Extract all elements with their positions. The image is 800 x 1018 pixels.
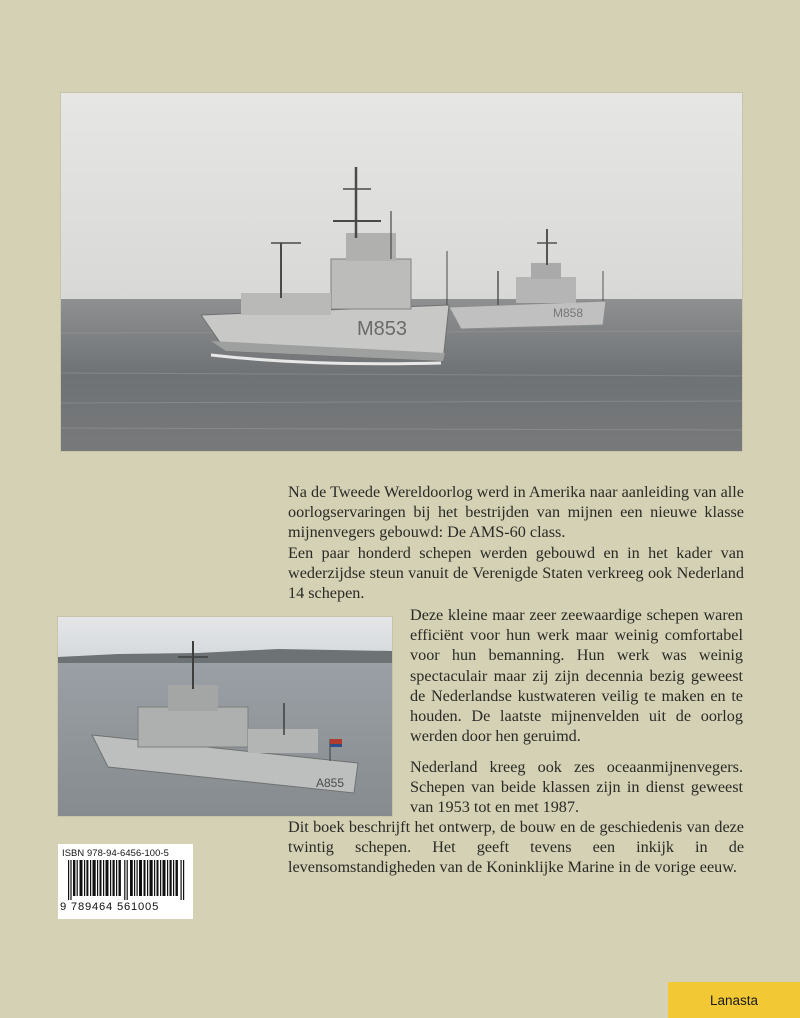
publisher-logo [668, 982, 800, 1018]
hull-number-coast: A855 [316, 776, 345, 790]
isbn-barcode [58, 844, 193, 919]
book-summary-paragraph: Dit boek beschrijft het ontwerp, de bouw en de geschiedenis van deze twintig schepen. Het geeft tevens een inkijk in de levensomstandigheden van de Koninklijke Marine in de vorige eeuw. [288, 818, 744, 877]
isbn-label: ISBN 978-94-6456-100-5 [62, 847, 169, 858]
intro-paragraph-1: Na de Tweede Wereldoorlog werd in Amerika naar aanleiding van alle oorlogservaringen bij het bestrijden van mijnen een nieuwe klasse mijnenvegers gebouwd: De AMS-60 class. [288, 483, 744, 542]
publisher-name: Lanasta [709, 992, 759, 1008]
hull-number-near: M853 [357, 318, 408, 340]
ocean-minesweepers-paragraph: Nederland kreeg ook zes oceaanmijnenvegers. Schepen van beide klassen zijn in dienst geweest van 1953 tot en met 1987. [410, 758, 743, 817]
intro-paragraph-2: Een paar honderd schepen werden gebouwd en in het kader van wederzijdse steun vanuit de Verenigde Staten verkreeg ook Nederland 14 schepen. [288, 543, 744, 603]
intro-text [288, 482, 744, 603]
barcode-icon [68, 860, 186, 900]
barcode-digits: 9 789464 561005 [60, 901, 160, 913]
photo-minesweeper-near-coast [58, 617, 392, 816]
hull-number-far: M858 [553, 306, 584, 320]
description-paragraph: Deze kleine maar zeer zeewaardige schepen waren efficiënt voor hun werk maar weinig comfortabel voor hun bemanning. Hun werk was weinig spectaculair maar zij zijn decennia bezig geweest de Nederlandse kustwateren veilig te maken en te houden. De laatste mijnenvelden uit de oorlog werden door hen geruimd. [410, 606, 743, 746]
photo-minesweepers-at-sea [61, 93, 742, 451]
